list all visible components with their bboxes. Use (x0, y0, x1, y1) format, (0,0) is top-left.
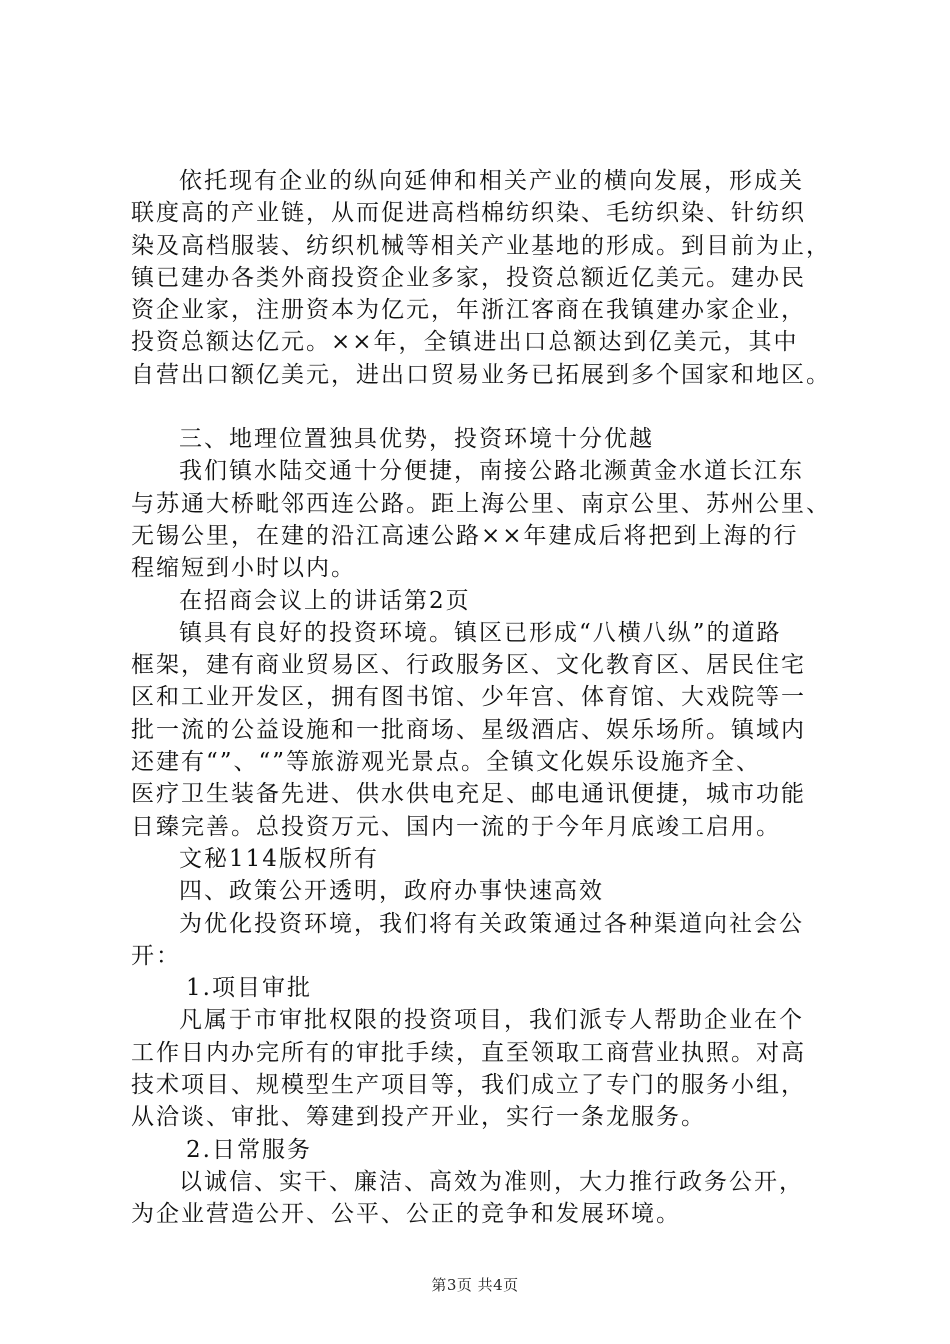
item-title: 2.日常服务 (186, 1136, 312, 1163)
section-policy (131, 875, 831, 1230)
text-line: 为企业营造公开、公平、公正的竞争和发展环境。 (131, 1201, 681, 1228)
text-line: 染及高档服装、纺织机械等相关产业基地的形成。到目前为止， (131, 232, 831, 259)
text-line: 镇具有良好的投资环境。镇区已形成“八横八纵”的道路 (179, 619, 782, 646)
text-line: 以诚信、实干、廉洁、高效为准则，大力推行政务公开， (179, 1168, 804, 1195)
text-line: 无锡公里，在建的沿江高速公路××年建成后将把到上海的行 (131, 522, 799, 549)
text-line: 联度高的产业链，从而促进高档棉纺织染、毛纺织染、针纺织 (131, 200, 806, 227)
text-line: 还建有“”、“”等旅游观光景点。全镇文化娱乐设施齐全、 (131, 749, 762, 776)
text-line: 程缩短到小时以内。 (131, 555, 356, 582)
text-line: 框架，建有商业贸易区、行政服务区、文化教育区、居民住宅 (131, 652, 806, 679)
text-line: 依托现有企业的纵向延伸和相关产业的横向发展，形成关 (179, 168, 804, 194)
text-line: 投资总额达亿元。××年，全镇进出口总额达到亿美元，其中 (131, 329, 799, 356)
copyright-note: 文秘114版权所有 (179, 845, 379, 872)
text-line: 为优化投资环境，我们将有关政策通过各种渠道向社会公 (179, 910, 804, 937)
text-line: 日臻完善。总投资万元、国内一流的于今年月底竣工启用。 (131, 813, 781, 840)
text-line: 技术项目、规模型生产项目等，我们成立了专门的服务小组， (131, 1072, 806, 1099)
text-line: 自营出口额亿美元，进出口贸易业务已拓展到多个国家和地区。 (131, 361, 831, 388)
section-heading: 三、地理位置独具优势，投资环境十分优越 (179, 426, 654, 453)
text-line: 区和工业开发区，拥有图书馆、少年宫、体育馆、大戏院等一 (131, 684, 806, 711)
paragraph-gap (131, 391, 831, 423)
text-line: 与苏通大桥毗邻西连公路。距上海公里、南京公里、苏州公里、 (131, 490, 831, 517)
text-line: 凡属于市审批权限的投资项目，我们派专人帮助企业在个 (179, 1007, 804, 1034)
paragraph-industry-chain (131, 165, 831, 391)
page-note: 在招商会议上的讲话第2页 (179, 587, 471, 614)
text-line: 资企业家，注册资本为亿元，年浙江客商在我镇建办家企业， (131, 297, 806, 324)
text-line: 开： (131, 942, 181, 969)
text-line: 我们镇水陆交通十分便捷，南接公路北濒黄金水道长江东 (179, 458, 804, 485)
section-heading: 四、政策公开透明，政府办事快速高效 (179, 878, 604, 905)
text-line: 镇已建办各类外商投资企业多家，投资总额近亿美元。建办民 (131, 264, 806, 291)
document-body (131, 165, 831, 1231)
page-footer: 第3页 共4页 (431, 1276, 519, 1294)
item-title: 1.项目审批 (186, 975, 312, 1002)
text-line: 医疗卫生装备先进、供水供电充足、邮电通讯便捷，城市功能 (131, 781, 806, 808)
text-line: 从洽谈、审批、筹建到投产开业，实行一条龙服务。 (131, 1104, 706, 1131)
text-line: 工作日内办完所有的审批手续，直至领取工商营业执照。对高 (131, 1039, 806, 1066)
section-geography (131, 423, 831, 875)
text-line: 批一流的公益设施和一批商场、星级酒店、娱乐场所。镇域内 (131, 716, 806, 743)
